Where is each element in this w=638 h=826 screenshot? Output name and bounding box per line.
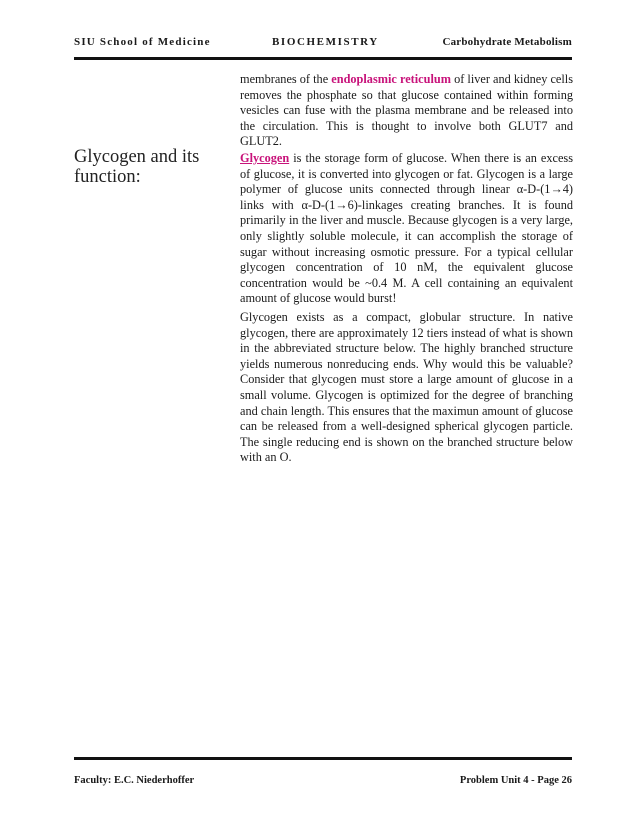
header-subject: BIOCHEMISTRY	[272, 36, 379, 48]
section-heading: Glycogen and its function:	[74, 147, 200, 187]
header-school: SIU School of Medicine	[74, 36, 211, 48]
term-endoplasmic-reticulum-link[interactable]: endoplasmic reticulum	[331, 72, 451, 86]
header-rule	[74, 57, 572, 60]
paragraph-glycogen-structure	[240, 310, 573, 466]
page-header	[74, 36, 572, 52]
paragraph-glycogen-definition	[240, 151, 573, 307]
footer-faculty: Faculty: E.C. Niederhoffer	[74, 775, 195, 786]
p2-after-term: is the storage form of glucose. When there is an excess of glucose, it is converted into glycogen or fat. Glycogen is a large polymer of glucose units connected through linear α-D-(1→4) links with α-D-(1→6)-linkages creating branches. It is found primarily in the liver and muscle. Because glycogen is a very large, only slightly soluble molecule, it can accomplish the storage of sugar without increasing osmotic pressure. For a typical cellular glycogen concentration of 10 nM, the equivalent glucose concentration would be ~0.4 M. A cell containing an equivalent amount of glucose would burst!	[240, 151, 573, 306]
p3-text: Glycogen exists as a compact, globular structure. In native glycogen, there are approximately 12 tiers instead of what is shown in the abbreviated structure below. The highly branched structure yields numerous nonreducing ends. Why would this be valuable? Consider that glycogen must store a large amount of glucose in a small volume. Glycogen is optimized for the degree of branching and chain length. This ensures that the maximun amount of glucose can be released from a well-designed spherical glycogen particle. The single reducing end is shown on the branched structure below with an O.	[240, 310, 573, 465]
paragraph-er-continuation	[240, 72, 573, 150]
footer-page-number: Problem Unit 4 - Page 26	[459, 775, 572, 786]
page-footer	[74, 775, 572, 789]
p1-before-term: membranes of the	[240, 72, 332, 86]
p1-after-term: of liver and kidney cells removes the phosphate so that glucose contained within forming vesicles can fuse with the plasma membrane and be released into the circulation. This is thought to involve both GLUT7 and GLUT2.	[240, 72, 574, 149]
term-glycogen-link[interactable]: Glycogen	[240, 151, 290, 165]
header-topic: Carbohydrate Metabolism	[442, 36, 572, 48]
footer-rule	[74, 757, 572, 760]
